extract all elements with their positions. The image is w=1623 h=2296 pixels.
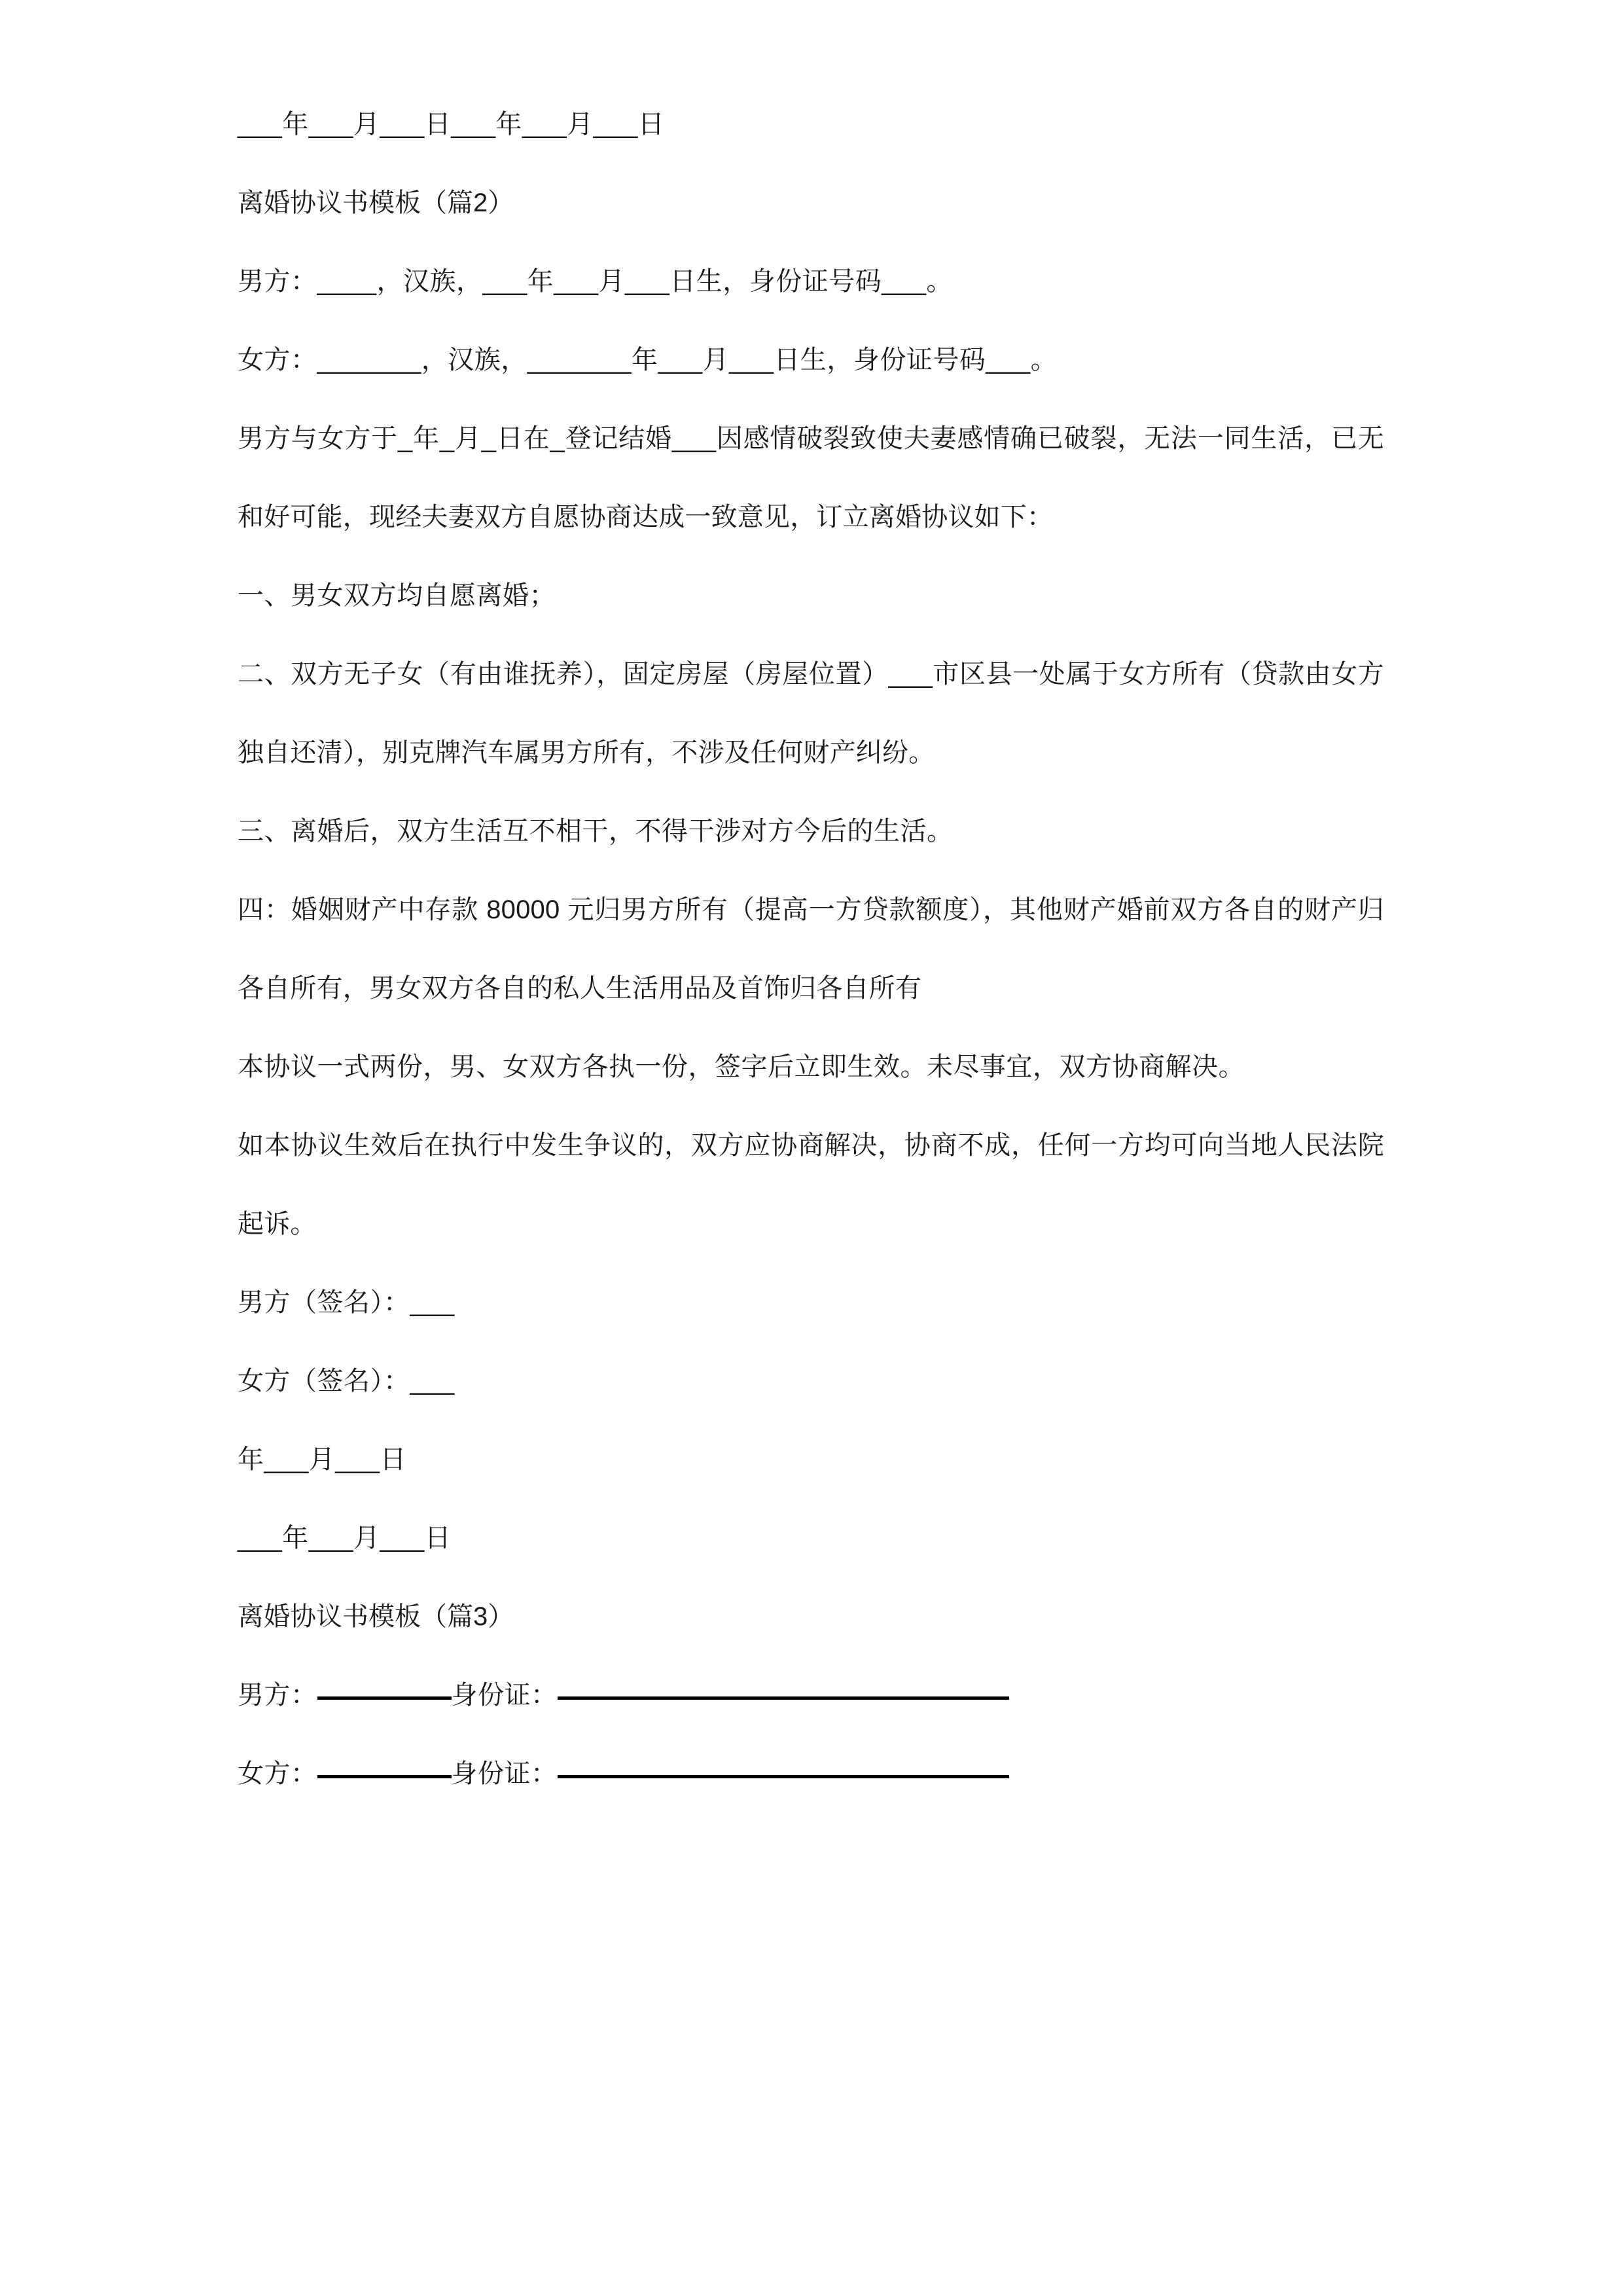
female-id-line <box>238 1734 1386 1813</box>
marriage-registration-paragraph: 男方与女方于_年_月_日在_登记结婚___因感情破裂致使夫妻感情确已破裂，无法一同生活，已无和好可能，现经夫妻双方自愿协商达成一致意见，订立离婚协议如下： <box>238 424 1384 531</box>
female-name-blank <box>317 1775 452 1778</box>
male-id-label: 男方： <box>238 1681 317 1710</box>
male-id-sublabel: 身份证： <box>451 1681 558 1710</box>
female-id-blank <box>558 1775 1009 1778</box>
heading-template-part-3: 离婚协议书模板（篇3） <box>238 1602 514 1631</box>
male-name-blank <box>317 1696 452 1700</box>
clause-two: 二、双方无子女（有由谁抚养），固定房屋（房屋位置）___市区县一处属于女方所有（贷款由女方独自还清），别克牌汽车属男方所有，不涉及任何财产纠纷。 <box>238 660 1384 767</box>
document-body <box>238 85 1386 1813</box>
clause-four: 四：婚姻财产中存款 80000 元归男方所有（提高一方贷款额度），其他财产婚前双方各自的财产归各自所有，男女双方各自的私人生活用品及首饰归各自所有 <box>238 895 1384 1003</box>
female-party-info-line: 女方：_______，汉族，_______年___月___日生，身份证号码___。 <box>238 346 1058 374</box>
female-id-label: 女方： <box>238 1759 317 1788</box>
copies-clause: 本协议一式两份，男、女双方各执一份，签字后立即生效。未尽事宜，双方协商解决。 <box>238 1052 1245 1081</box>
date-line-top: ___年___月___日___年___月___日 <box>238 110 665 139</box>
date-line-bottom: ___年___月___日 <box>238 1524 452 1552</box>
male-party-info-line: 男方：____，汉族，___年___月___日生，身份证号码___。 <box>238 267 953 296</box>
male-id-line <box>238 1656 1386 1734</box>
clause-one: 一、男女双方均自愿离婚； <box>238 581 556 610</box>
date-line-mid: 年___月___日 <box>238 1445 406 1474</box>
male-id-blank <box>558 1696 1009 1700</box>
heading-template-part-2: 离婚协议书模板（篇2） <box>238 188 514 217</box>
female-id-sublabel: 身份证： <box>451 1759 558 1788</box>
clause-three: 三、离婚后，双方生活互不相干，不得干涉对方今后的生活。 <box>238 817 954 846</box>
male-signature-line: 男方（签名）：___ <box>238 1288 455 1317</box>
female-signature-line: 女方（签名）：___ <box>238 1367 455 1395</box>
dispute-clause: 如本协议生效后在执行中发生争议的，双方应协商解决，协商不成，任何一方均可向当地人民法院起诉。 <box>238 1131 1384 1238</box>
